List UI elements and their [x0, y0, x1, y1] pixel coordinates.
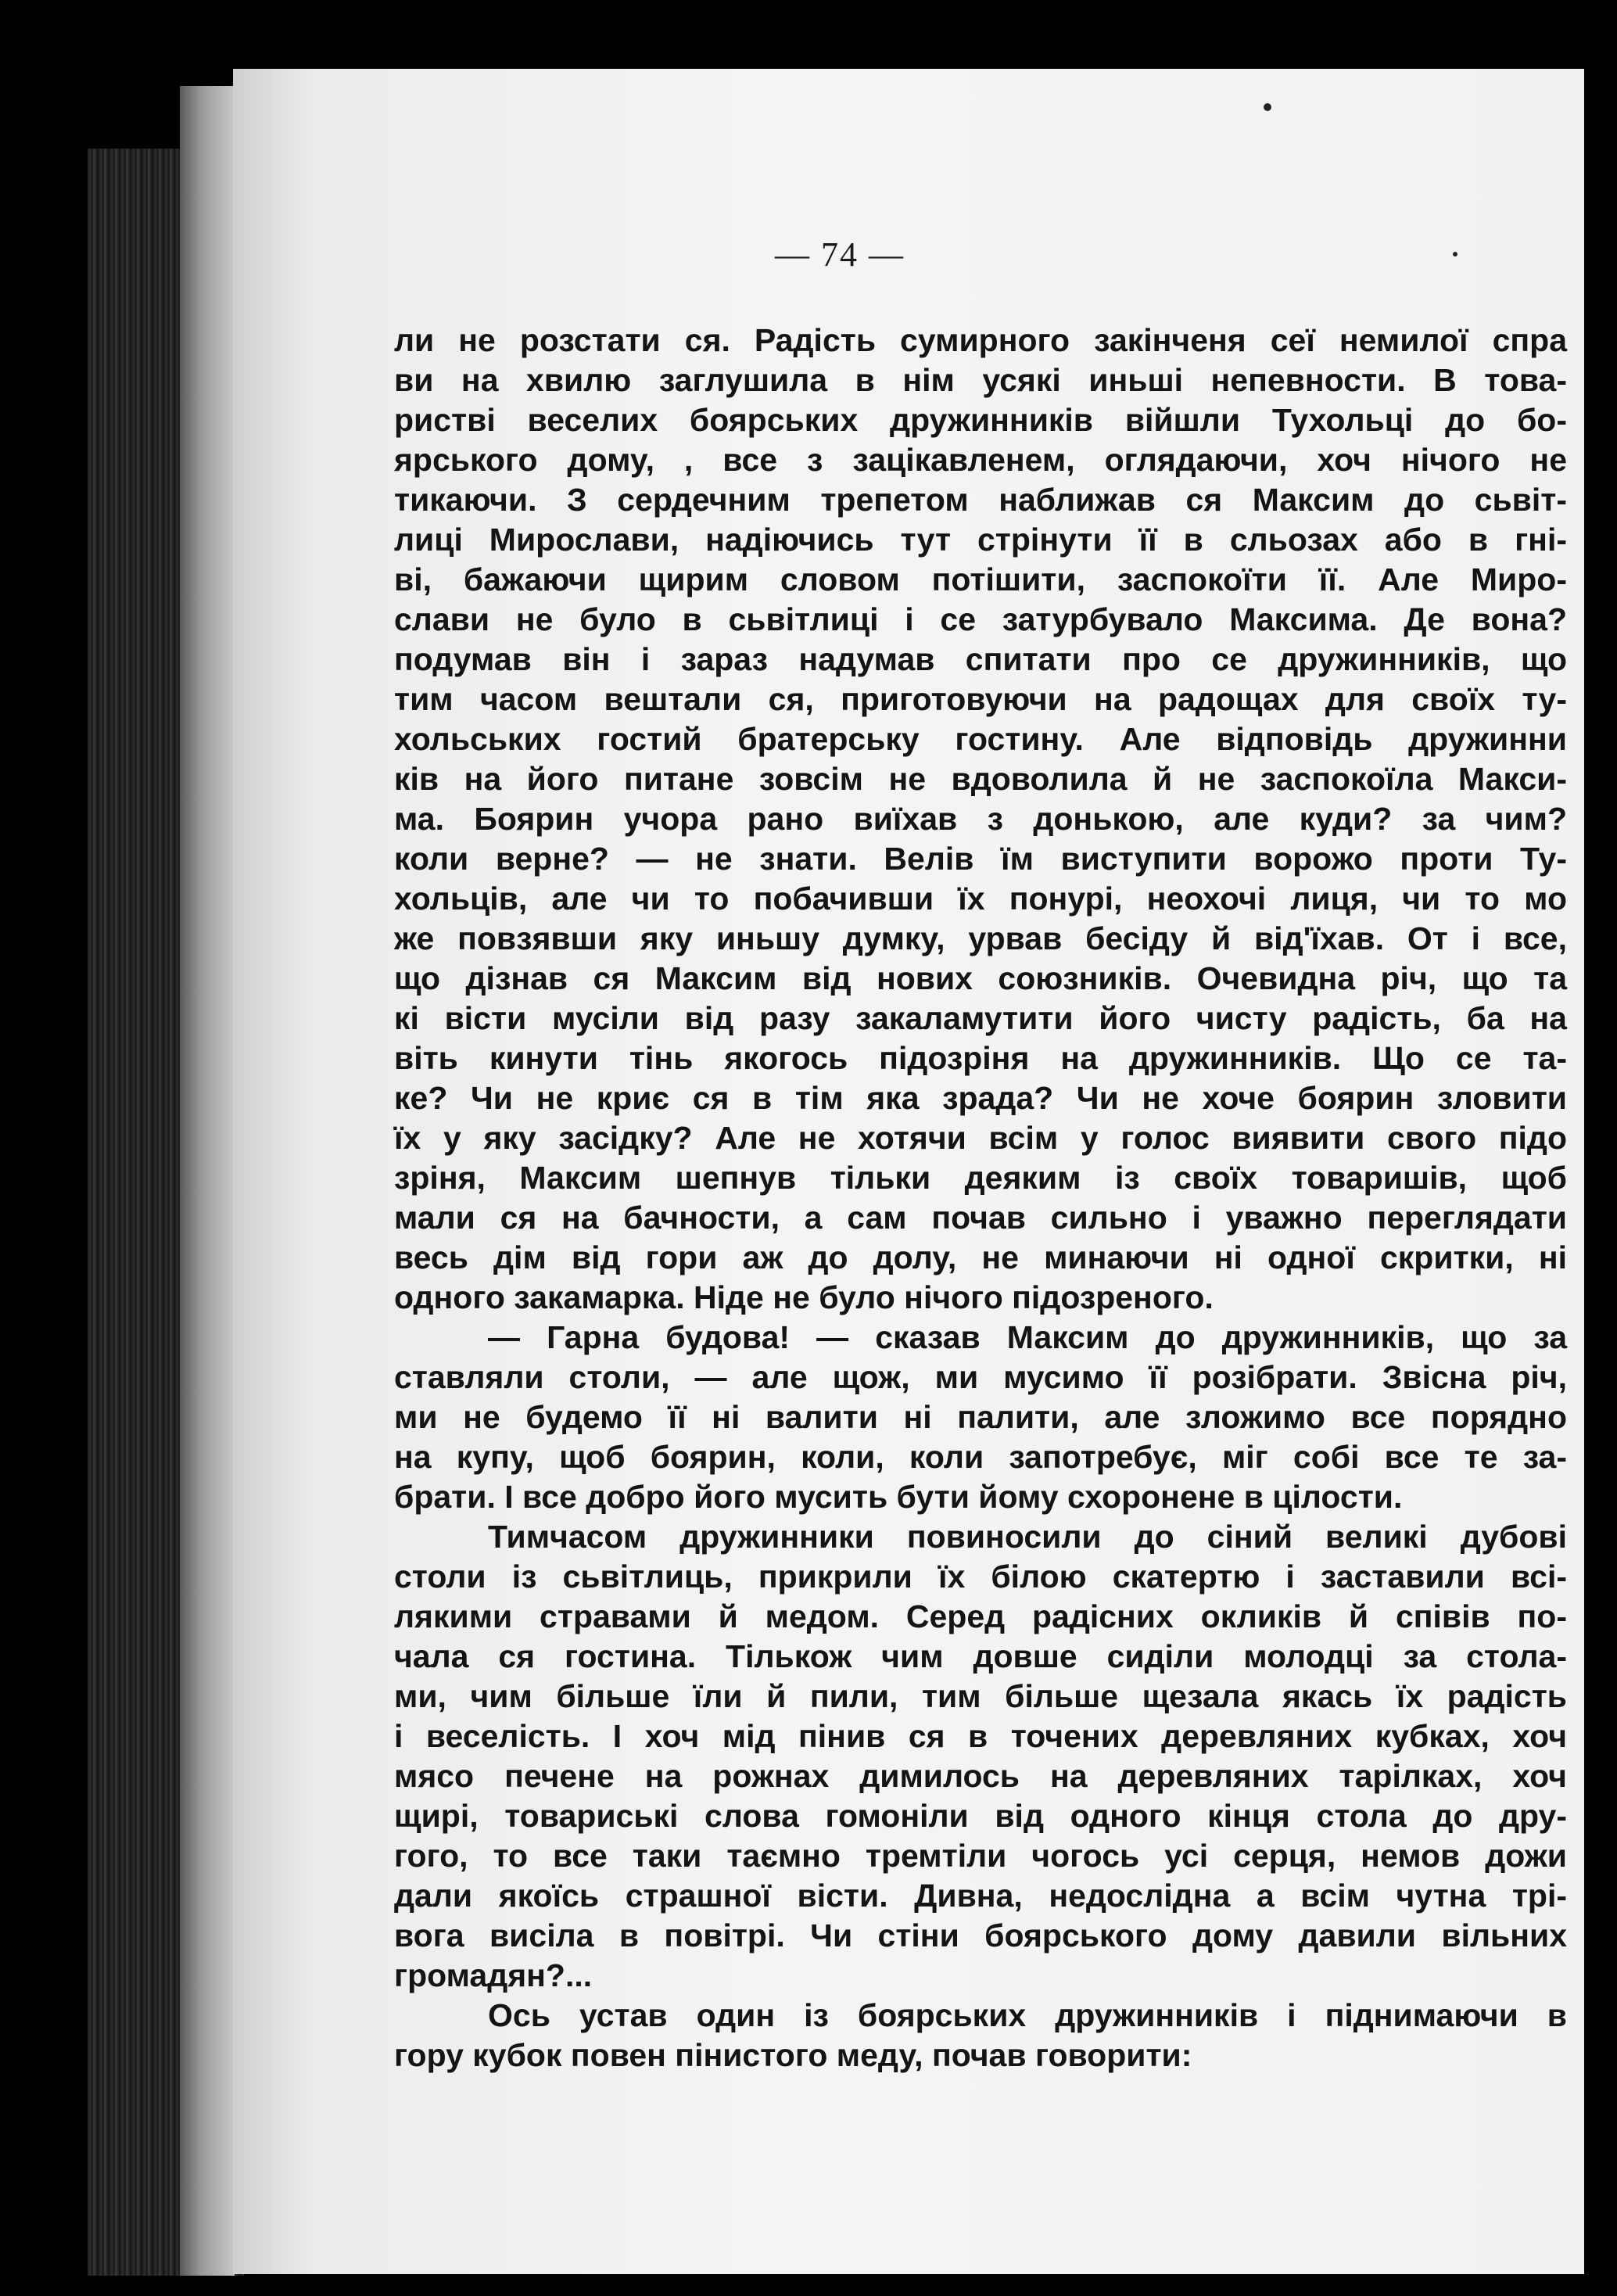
text-line: ке? Чи не криє ся в тім яка зрада? Чи не хоче боярин зловити	[394, 1080, 1567, 1116]
text-line: коли верне? — не знати. Велів їм виступити ворожо проти Ту-	[394, 841, 1567, 877]
text-line: весь дім від гори аж до долу, не минаючи ні одної скритки, ні	[394, 1239, 1567, 1275]
text-line: мали ся на бачности, а сам почав сильно і уважно переглядати	[394, 1200, 1567, 1236]
text-line: лякими стравами й медом. Серед радісних окликів й співів по-	[394, 1598, 1567, 1634]
text-line: дали якоїсь страшної вісти. Дивна, недослідна а всім чутна трі-	[394, 1878, 1567, 1914]
text-line: лиці Мирослави, надіючись тут стрінути її в сльозах або в гні-	[394, 522, 1567, 558]
text-line: ставляли столи, — але щож, ми мусимо її розібрати. Звісна річ,	[394, 1359, 1567, 1395]
text-line: ви на хвилю заглушила в нім усякі иньші непевности. В това-	[394, 362, 1567, 398]
text-line: ми, чим більше їли й пили, тим більше щезала якась їх радість	[394, 1678, 1567, 1714]
book-spine-shadow	[180, 86, 235, 2276]
text-line: ві, бажаючи щирим словом потішити, заспокоїти її. Але Миро-	[394, 561, 1567, 597]
text-line: гого, то все таки таємно тремтіли чогось усі серця, немов дожи	[394, 1838, 1567, 1874]
text-line: — Гарна будова! — сказав Максим до дружинників, що за	[488, 1319, 1567, 1355]
text-line: столи із сьвітлиць, прикрили їх білою скатертю і заставили всі-	[394, 1559, 1567, 1595]
body-text	[394, 321, 1567, 2075]
text-line: мясо печене на рожнах димилось на деревляних тарілках, хоч	[394, 1758, 1567, 1794]
text-line: ристві веселих боярських дружинників війшли Тухольці до бо-	[394, 402, 1567, 438]
text-line: тим часом вештали ся, приготовуючи на радощах для своїх ту-	[394, 681, 1567, 717]
text-line: же повзявши яку иньшу думку, урвав бесіду й від'їхав. От і все,	[394, 920, 1567, 956]
text-line: ярського дому, , все з зацікавленем, оглядаючи, хоч нічого не	[394, 442, 1567, 478]
text-line: подумав він і зараз надумав спитати про се дружинників, що	[394, 641, 1567, 677]
text-line: ма. Боярин учора рано виїхав з донькою, але куди? за чим?	[394, 801, 1567, 837]
text-line: і веселість. І хоч мід пінив ся в точених деревляних кубках, хоч	[394, 1718, 1567, 1754]
text-line: кі вісти мусіли від разу закаламутити його чисту радість, ба на	[394, 1000, 1567, 1036]
text-line: Ось устав один із боярських дружинників і піднимаючи в	[488, 1997, 1567, 2033]
text-line: їх у яку засідку? Але не хотячи всім у голос виявити свого підо	[394, 1120, 1567, 1156]
text-line: на купу, щоб боярин, коли, коли запотребує, міг собі все те за-	[394, 1439, 1567, 1475]
ink-speck	[1264, 103, 1271, 111]
text-line: ків на його питане зовсім не вдоволила й не заспокоїла Макси-	[394, 761, 1567, 797]
text-line: хольських гостий братерську гостину. Але відповідь дружинни	[394, 721, 1567, 757]
text-line: одного закамарка. Ніде не було нічого підозреного.	[394, 1279, 1214, 1315]
text-line: гору кубок повен пінистого меду, почав говорити:	[394, 2037, 1192, 2073]
text-line: ми не будемо її ні валити ні палити, але зложимо все порядно	[394, 1399, 1567, 1435]
text-line: брати. І все добро його мусить бути йому схоронене в цілости.	[394, 1479, 1403, 1515]
text-line: віть кинути тінь якогось підозріня на дружинників. Що се та-	[394, 1040, 1567, 1076]
text-line: тикаючи. З сердечним трепетом наближав ся Максим до сьвіт-	[394, 482, 1567, 518]
text-line: хольців, але чи то побачивши їх понурі, неохочі лиця, чи то мо	[394, 881, 1567, 917]
text-line: громадян?...	[394, 1957, 593, 1993]
text-line: що дізнав ся Максим від нових союзників. Очевидна річ, що та	[394, 960, 1567, 996]
page-number: — 74 —	[775, 235, 905, 274]
text-line: слави не було в сьвітлиці і се затурбувало Максима. Де вона?	[394, 601, 1567, 637]
text-line: ли не розстати ся. Радість сумирного закінченя сеї немилої спра	[394, 322, 1567, 358]
text-line: зріня, Максим шепнув тільки деяким із своїх товаришів, щоб	[394, 1160, 1567, 1196]
text-line: чала ся гостина. Тількож чим довше сиділи молодці за стола-	[394, 1638, 1567, 1674]
text-line: Тимчасом дружинники повиносили до сіний великі дубові	[488, 1519, 1567, 1555]
text-line: щирі, товариські слова гомоніли від одного кінця стола до дру-	[394, 1798, 1567, 1834]
text-line: вога висіла в повітрі. Чи стіни боярського дому давили вільних	[394, 1918, 1567, 1953]
